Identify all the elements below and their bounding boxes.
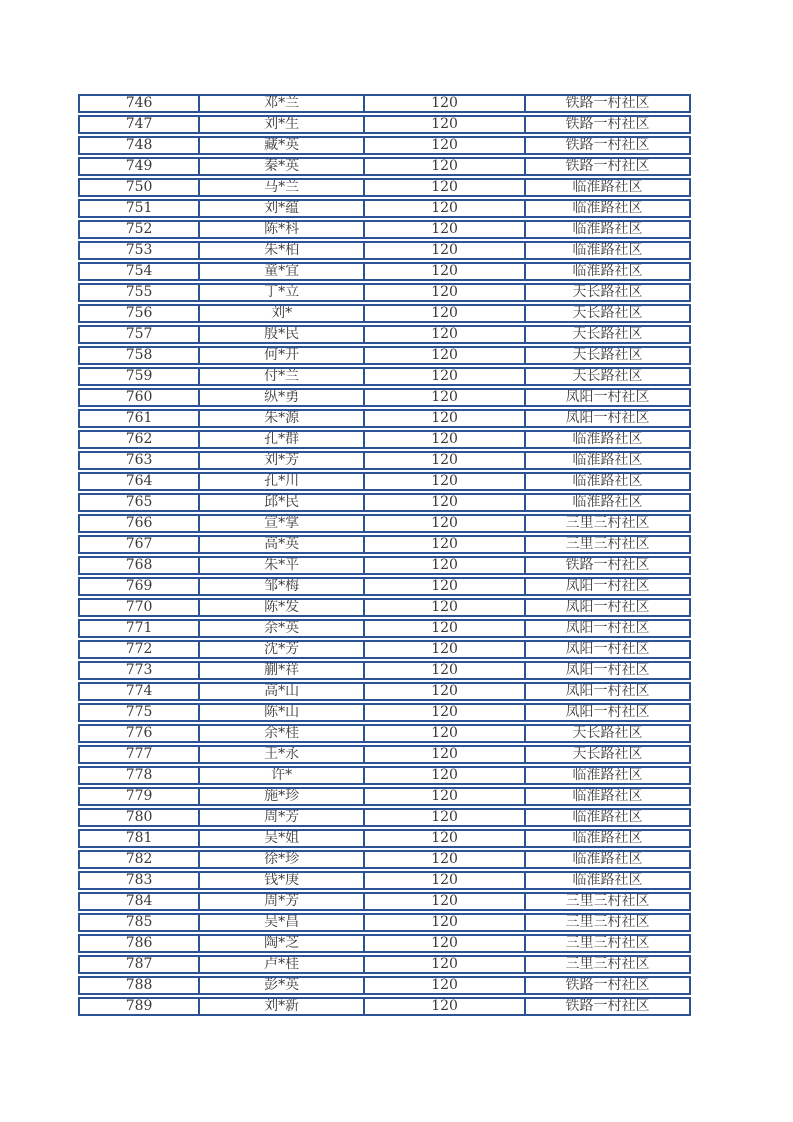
cell-name: 刘*	[198, 306, 363, 321]
table-row	[78, 808, 691, 827]
cell-community: 天长路社区	[524, 747, 689, 762]
table-row	[78, 283, 691, 302]
cell-name: 王*永	[198, 747, 363, 762]
cell-name: 朱*柏	[198, 243, 363, 258]
cell-community: 凤阳一村社区	[524, 579, 689, 594]
table-row	[78, 787, 691, 806]
cell-amount: 120	[363, 222, 524, 237]
cell-community: 临淮路社区	[524, 453, 689, 468]
cell-name: 丁*立	[198, 285, 363, 300]
table-row	[78, 661, 691, 680]
cell-index: 762	[125, 432, 153, 447]
table-row	[78, 913, 691, 932]
cell-amount: 120	[363, 432, 524, 447]
table-row	[78, 136, 691, 155]
cell-name: 朱*源	[198, 411, 363, 426]
table-row	[78, 535, 691, 554]
cell-name: 余*桂	[198, 726, 363, 741]
cell-amount: 120	[363, 894, 524, 909]
cell-community: 三里三村社区	[524, 894, 689, 909]
cell-index: 751	[125, 201, 153, 216]
cell-community: 临淮路社区	[524, 810, 689, 825]
cell-community: 三里三村社区	[524, 516, 689, 531]
cell-amount: 120	[363, 390, 524, 405]
cell-amount: 120	[363, 684, 524, 699]
table-row	[78, 703, 691, 722]
cell-index: 761	[125, 411, 153, 426]
cell-amount: 120	[363, 243, 524, 258]
cell-amount: 120	[363, 642, 524, 657]
cell-community: 临淮路社区	[524, 852, 689, 867]
table-row	[78, 556, 691, 575]
cell-name: 藏*英	[198, 138, 363, 153]
table-row	[78, 367, 691, 386]
cell-community: 临淮路社区	[524, 222, 689, 237]
cell-name: 许*	[198, 768, 363, 783]
cell-index: 772	[125, 642, 153, 657]
cell-index: 775	[125, 705, 153, 720]
cell-index: 766	[125, 516, 153, 531]
cell-amount: 120	[363, 201, 524, 216]
cell-community: 天长路社区	[524, 285, 689, 300]
table-row	[78, 178, 691, 197]
cell-amount: 120	[363, 726, 524, 741]
cell-index: 769	[125, 579, 153, 594]
cell-community: 凤阳一村社区	[524, 621, 689, 636]
cell-name: 何*开	[198, 348, 363, 363]
cell-name: 孔*群	[198, 432, 363, 447]
table-row	[78, 220, 691, 239]
cell-amount: 120	[363, 873, 524, 888]
cell-amount: 120	[363, 285, 524, 300]
cell-index: 754	[125, 264, 153, 279]
cell-amount: 120	[363, 96, 524, 111]
cell-name: 马*兰	[198, 180, 363, 195]
table-row	[78, 955, 691, 974]
table-row	[78, 871, 691, 890]
cell-index: 789	[125, 999, 153, 1014]
cell-amount: 120	[363, 705, 524, 720]
cell-name: 陈*山	[198, 705, 363, 720]
cell-index: 778	[125, 768, 153, 783]
table-row	[78, 346, 691, 365]
cell-index: 788	[125, 978, 153, 993]
cell-amount: 120	[363, 537, 524, 552]
cell-name: 邱*民	[198, 495, 363, 510]
table-row	[78, 94, 691, 113]
table-row	[78, 157, 691, 176]
cell-index: 759	[125, 369, 153, 384]
cell-index: 753	[125, 243, 153, 258]
table-row	[78, 493, 691, 512]
table-row	[78, 115, 691, 134]
cell-index: 786	[125, 936, 153, 951]
cell-community: 铁路一村社区	[524, 117, 689, 132]
table-row	[78, 430, 691, 449]
cell-name: 施*珍	[198, 789, 363, 804]
cell-amount: 120	[363, 957, 524, 972]
cell-community: 三里三村社区	[524, 957, 689, 972]
cell-amount: 120	[363, 558, 524, 573]
cell-amount: 120	[363, 117, 524, 132]
cell-name: 高*山	[198, 684, 363, 699]
cell-name: 邓*兰	[198, 96, 363, 111]
table-row	[78, 262, 691, 281]
cell-community: 天长路社区	[524, 726, 689, 741]
cell-index: 755	[125, 285, 153, 300]
cell-index: 757	[125, 327, 153, 342]
cell-amount: 120	[363, 264, 524, 279]
cell-index: 763	[125, 453, 153, 468]
table-row	[78, 724, 691, 743]
cell-community: 铁路一村社区	[524, 558, 689, 573]
cell-name: 陈*发	[198, 600, 363, 615]
cell-community: 天长路社区	[524, 306, 689, 321]
cell-name: 周*芳	[198, 894, 363, 909]
cell-index: 773	[125, 663, 153, 678]
cell-name: 余*英	[198, 621, 363, 636]
cell-amount: 120	[363, 453, 524, 468]
cell-index: 780	[125, 810, 153, 825]
cell-index: 779	[125, 789, 153, 804]
cell-community: 铁路一村社区	[524, 159, 689, 174]
cell-community: 天长路社区	[524, 369, 689, 384]
cell-name: 刘*新	[198, 999, 363, 1014]
cell-amount: 120	[363, 999, 524, 1014]
cell-community: 临淮路社区	[524, 432, 689, 447]
table-row	[78, 997, 691, 1016]
table-row	[78, 976, 691, 995]
cell-community: 铁路一村社区	[524, 138, 689, 153]
cell-amount: 120	[363, 495, 524, 510]
table-row	[78, 388, 691, 407]
cell-community: 临淮路社区	[524, 474, 689, 489]
table-row	[78, 682, 691, 701]
table-row	[78, 640, 691, 659]
cell-amount: 120	[363, 768, 524, 783]
cell-name: 宣*掌	[198, 516, 363, 531]
cell-amount: 120	[363, 621, 524, 636]
table-row	[78, 577, 691, 596]
data-table	[78, 94, 691, 1018]
cell-name: 沈*芳	[198, 642, 363, 657]
table-row	[78, 745, 691, 764]
table-row	[78, 241, 691, 260]
cell-index: 771	[125, 621, 153, 636]
cell-amount: 120	[363, 159, 524, 174]
cell-amount: 120	[363, 663, 524, 678]
cell-name: 徐*珍	[198, 852, 363, 867]
cell-index: 781	[125, 831, 153, 846]
cell-amount: 120	[363, 474, 524, 489]
cell-index: 770	[125, 600, 153, 615]
cell-amount: 120	[363, 600, 524, 615]
cell-community: 临淮路社区	[524, 873, 689, 888]
table-row	[78, 451, 691, 470]
cell-community: 临淮路社区	[524, 789, 689, 804]
cell-index: 777	[125, 747, 153, 762]
table-row	[78, 472, 691, 491]
cell-index: 774	[125, 684, 153, 699]
cell-community: 凤阳一村社区	[524, 684, 689, 699]
cell-amount: 120	[363, 348, 524, 363]
table-row	[78, 304, 691, 323]
cell-name: 童*宜	[198, 264, 363, 279]
cell-amount: 120	[363, 831, 524, 846]
table-row	[78, 409, 691, 428]
table-row	[78, 619, 691, 638]
cell-name: 付*兰	[198, 369, 363, 384]
cell-amount: 120	[363, 306, 524, 321]
cell-amount: 120	[363, 138, 524, 153]
cell-amount: 120	[363, 180, 524, 195]
cell-index: 782	[125, 852, 153, 867]
cell-index: 750	[125, 180, 153, 195]
cell-index: 756	[125, 306, 153, 321]
cell-index: 776	[125, 726, 153, 741]
table-row	[78, 598, 691, 617]
cell-name: 钱*庚	[198, 873, 363, 888]
table-row	[78, 199, 691, 218]
cell-name: 陈*科	[198, 222, 363, 237]
cell-name: 蒯*祥	[198, 663, 363, 678]
cell-community: 凤阳一村社区	[524, 642, 689, 657]
cell-community: 临淮路社区	[524, 180, 689, 195]
cell-amount: 120	[363, 327, 524, 342]
cell-community: 凤阳一村社区	[524, 600, 689, 615]
cell-amount: 120	[363, 978, 524, 993]
cell-amount: 120	[363, 789, 524, 804]
cell-index: 748	[125, 138, 153, 153]
cell-name: 孔*川	[198, 474, 363, 489]
cell-name: 纵*勇	[198, 390, 363, 405]
cell-name: 吴*姐	[198, 831, 363, 846]
cell-amount: 120	[363, 747, 524, 762]
cell-index: 783	[125, 873, 153, 888]
cell-community: 铁路一村社区	[524, 96, 689, 111]
cell-amount: 120	[363, 915, 524, 930]
cell-amount: 120	[363, 369, 524, 384]
cell-index: 764	[125, 474, 153, 489]
cell-community: 凤阳一村社区	[524, 411, 689, 426]
cell-index: 765	[125, 495, 153, 510]
cell-index: 784	[125, 894, 153, 909]
cell-index: 760	[125, 390, 153, 405]
table-row	[78, 892, 691, 911]
cell-community: 凤阳一村社区	[524, 390, 689, 405]
cell-amount: 120	[363, 411, 524, 426]
cell-name: 殷*民	[198, 327, 363, 342]
cell-community: 凤阳一村社区	[524, 663, 689, 678]
table-row	[78, 934, 691, 953]
cell-community: 天长路社区	[524, 327, 689, 342]
cell-name: 陶*芝	[198, 936, 363, 951]
cell-name: 邹*梅	[198, 579, 363, 594]
cell-name: 秦*英	[198, 159, 363, 174]
cell-name: 朱*平	[198, 558, 363, 573]
cell-index: 787	[125, 957, 153, 972]
cell-amount: 120	[363, 936, 524, 951]
cell-name: 吴*昌	[198, 915, 363, 930]
cell-name: 卢*桂	[198, 957, 363, 972]
cell-name: 刘*芳	[198, 453, 363, 468]
cell-community: 三里三村社区	[524, 936, 689, 951]
cell-index: 752	[125, 222, 153, 237]
cell-community: 临淮路社区	[524, 495, 689, 510]
cell-index: 768	[125, 558, 153, 573]
cell-community: 铁路一村社区	[524, 978, 689, 993]
cell-index: 785	[125, 915, 153, 930]
table-row	[78, 829, 691, 848]
table-body	[78, 94, 691, 1016]
cell-name: 彭*英	[198, 978, 363, 993]
cell-community: 临淮路社区	[524, 831, 689, 846]
cell-index: 746	[125, 96, 153, 111]
table-row	[78, 514, 691, 533]
cell-name: 周*芳	[198, 810, 363, 825]
table-row	[78, 850, 691, 869]
cell-amount: 120	[363, 516, 524, 531]
cell-index: 749	[125, 159, 153, 174]
cell-name: 刘*蕴	[198, 201, 363, 216]
cell-community: 临淮路社区	[524, 243, 689, 258]
table-row	[78, 766, 691, 785]
cell-community: 三里三村社区	[524, 915, 689, 930]
cell-name: 高*英	[198, 537, 363, 552]
cell-index: 747	[125, 117, 153, 132]
cell-amount: 120	[363, 852, 524, 867]
cell-name: 刘*生	[198, 117, 363, 132]
cell-amount: 120	[363, 810, 524, 825]
cell-community: 天长路社区	[524, 348, 689, 363]
cell-community: 临淮路社区	[524, 264, 689, 279]
cell-community: 三里三村社区	[524, 537, 689, 552]
cell-community: 临淮路社区	[524, 768, 689, 783]
cell-community: 铁路一村社区	[524, 999, 689, 1014]
cell-amount: 120	[363, 579, 524, 594]
cell-index: 758	[125, 348, 153, 363]
table-row	[78, 325, 691, 344]
cell-index: 767	[125, 537, 153, 552]
cell-community: 临淮路社区	[524, 201, 689, 216]
cell-community: 凤阳一村社区	[524, 705, 689, 720]
